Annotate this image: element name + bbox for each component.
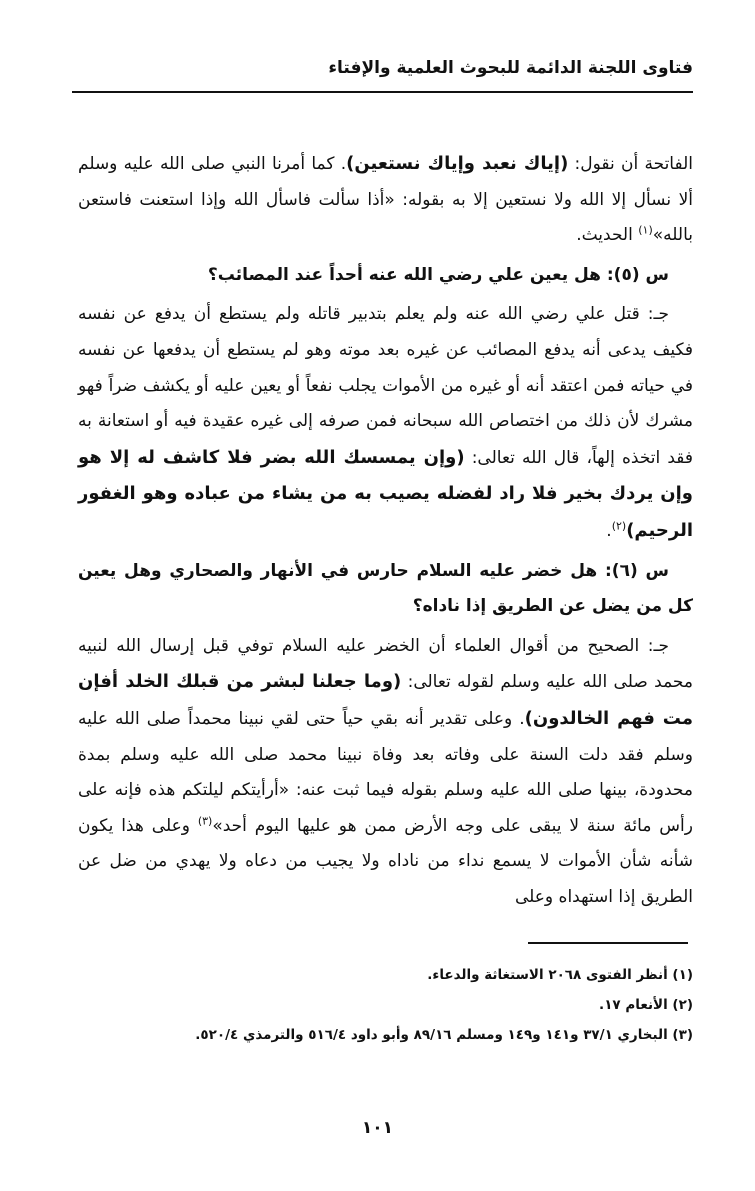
footnote-1: (١) أنظر الفتوى ٢٠٦٨ الاستغاثة والدعاء. [427,967,693,983]
answer-6-text: جـ: الصحيح من أقوال العلماء أن الخضر عليه السلام توفي قبل إرسال الله لنبيه محمد صلى الله عليه وسلم لقوله تعالى: [78,635,693,693]
footnote-ref-1: (١) [638,223,653,237]
p1-tail: الحديث. [576,225,639,246]
answer-6-quran-quote: (وما جعلنا لبشر من قبلك الخلد أفإن مت فهم الخالدون) [78,671,693,729]
footnote-2: (٢) الأنعام ١٧. [599,997,693,1013]
running-header: فتاوى اللجنة الدائمة للبحوث العلمية والإفتاء [328,58,693,78]
question-6 [78,554,693,625]
page-number: ١٠١ [361,1118,394,1138]
footnote-ref-3: (٣) [197,814,213,828]
answer-6-text-continued: . وعلى تقدير أنه بقي حياً حتى لقي نبينا محمداً صلى الله عليه وسلم فقد دلت السنة على وفاته بعد وفاة نبينا محمد صلى الله عليه وسلم بمدة محدودة، بينها صلى الله عليه وسلم بقوله فيما ثبت عنه: «أرأيتكم ليلتكم هذه فإنه على رأس مائة سنة لا يبقى على وجه الأرض ممن هو عليها اليوم أحد» [78,708,693,836]
p1-quran-quote: (إياك نعبد وإياك نستعين) [346,153,569,174]
footnote-ref-2: (٢) [611,519,627,533]
answer-6-tail: وعلى هذا يكون شأنه شأن الأموات لا يسمع نداء من ناداه ولا يجيب من دعاه ولا يهدي من ضل عن الطريق إذا استهداه وعلى [78,815,693,907]
answer-5 [78,297,693,549]
footnote-divider [528,942,688,944]
p1-text: الفاتحة أن نقول: [568,154,693,174]
footnotes [78,960,693,1050]
answer-6 [78,629,693,916]
question-5 [78,258,693,294]
answer-5-quran-quote: (وإن يمسسك الله بضر فلا كاشف له إلا هو وإن يردك بخير فلا راد لفضله يصيب به من يشاء من عباده وهو الغفور الرحيم) [78,446,693,541]
main-text [78,146,693,919]
paragraph-1 [78,146,693,254]
question-5-text: س (٥): هل يعين علي رضي الله عنه أحداً عند المصائب؟ [207,264,669,285]
header-divider [72,91,693,93]
answer-5-text: جـ: قتل علي رضي الله عنه ولم يعلم بتدبير قاتله ولم يستطع أن يدفع عن نفسه فكيف يدعى أنه يدفع المصائب عن غيره بعد موته وهو لم يستطع أن يدفعها عن نفسه في حياته فمن اعتقد أنه أو غيره من الأموات يجلب نفعاً أو يعين عليه أو يكشف ضراً فهو مشرك لأن ذلك من اختصاص الله سبحانه فمن صرفه إلى غيره عقيدة فيه أو استعانة به فقد اتخذه إلهاً، قال الله تعالى: [78,304,693,468]
p1-text-continued: . كما أمرنا النبي صلى الله عليه وسلم ألا نسأل إلا الله ولا نستعين إلا به بقوله: «أذا سألت فاسأل الله وإذا استعنت فاستعن بالله» [78,154,693,246]
answer-5-tail: . [606,520,612,541]
footnote-3: (٣) البخاري ٣٧/١ و١٤١ و١٤٩ ومسلم ٨٩/١٦ وأبو داود ٥١٦/٤ والترمذي ٥٢٠/٤. [195,1027,693,1043]
question-6-text: س (٦): هل خضر عليه السلام حارس في الأنهار والصحاري وهل يعين كل من يضل عن الطريق إذا ناداه؟ [78,560,693,617]
